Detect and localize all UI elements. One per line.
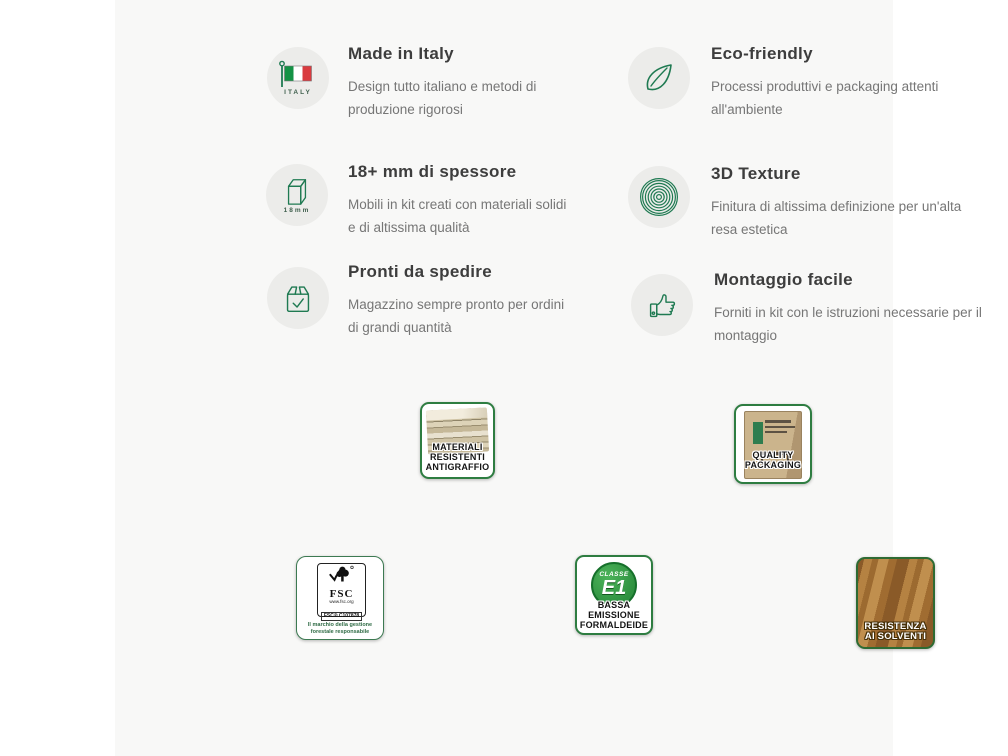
fsc-certification-badge <box>296 556 384 640</box>
feature-title: Made in Italy <box>348 44 454 63</box>
wood-rings-graphic <box>638 176 680 218</box>
italy-flag-caption: ITALY <box>284 89 312 96</box>
feature-title: 18+ mm di spessore <box>348 162 517 181</box>
panel-thickness-icon <box>266 164 328 226</box>
leaf-icon <box>628 47 690 109</box>
low-formaldehyde-label: BASSA EMISSIONE FORMALDEIDE <box>579 600 649 630</box>
feature-title: Pronti da spedire <box>348 262 492 281</box>
classe-text: CLASSE <box>599 571 629 578</box>
e1-text: E1 <box>601 577 627 599</box>
thumbs-up-graphic <box>643 286 681 324</box>
leaf-graphic <box>641 60 677 96</box>
shipping-box-icon <box>267 267 329 329</box>
fsc-logo-box <box>317 563 366 617</box>
panel-thickness-caption: 18mm <box>283 207 311 214</box>
feature-title: Montaggio facile <box>714 270 853 289</box>
scratch-resistant-badge <box>420 402 495 479</box>
feature-description: Finitura di altissima definizione per un'alta resa estetica <box>711 199 962 237</box>
italy-flag-graphic <box>278 60 318 88</box>
scratch-resistant-label: MATERIALI RESISTENTI ANTIGRAFFIO <box>425 442 490 472</box>
feature-description: Magazzino sempre pronto per ordini di grandi quantità <box>348 297 565 335</box>
fsc-url: www.fsc.org <box>329 599 354 604</box>
feature-description: Design tutto italiano e metodi di produzione rigorosi <box>348 79 537 117</box>
fsc-caption: Il marchio della gestione forestale responsabile <box>307 622 373 635</box>
shipping-box-graphic <box>279 279 317 317</box>
wood-rings-icon <box>628 166 690 228</box>
feature-description: Mobili in kit creati con materiali solidi e di altissima qualità <box>348 197 567 235</box>
feature-description: Forniti in kit con le istruzioni necessarie per il montaggio <box>714 305 982 343</box>
panel-cuboid-graphic <box>281 176 313 206</box>
fsc-wordmark: FSC <box>329 588 354 600</box>
feature-title: Eco-friendly <box>711 44 813 63</box>
italy-flag-icon <box>267 47 329 109</box>
fsc-license-code: FSC® C107878 <box>321 612 362 621</box>
formaldehyde-class-e1-badge <box>575 555 653 635</box>
thumbs-up-icon <box>631 274 693 336</box>
quality-packaging-badge <box>734 404 812 484</box>
fsc-tree-icon <box>325 564 359 584</box>
solvent-resistance-label: RESISTENZA AI SOLVENTI <box>864 621 927 642</box>
feature-title: 3D Texture <box>711 164 801 183</box>
features-panel <box>115 0 982 756</box>
quality-packaging-label: QUALITY PACKAGING <box>744 450 802 470</box>
feature-description: Processi produttivi e packaging attenti all'ambiente <box>711 79 939 117</box>
solvent-resistance-badge <box>856 557 935 649</box>
